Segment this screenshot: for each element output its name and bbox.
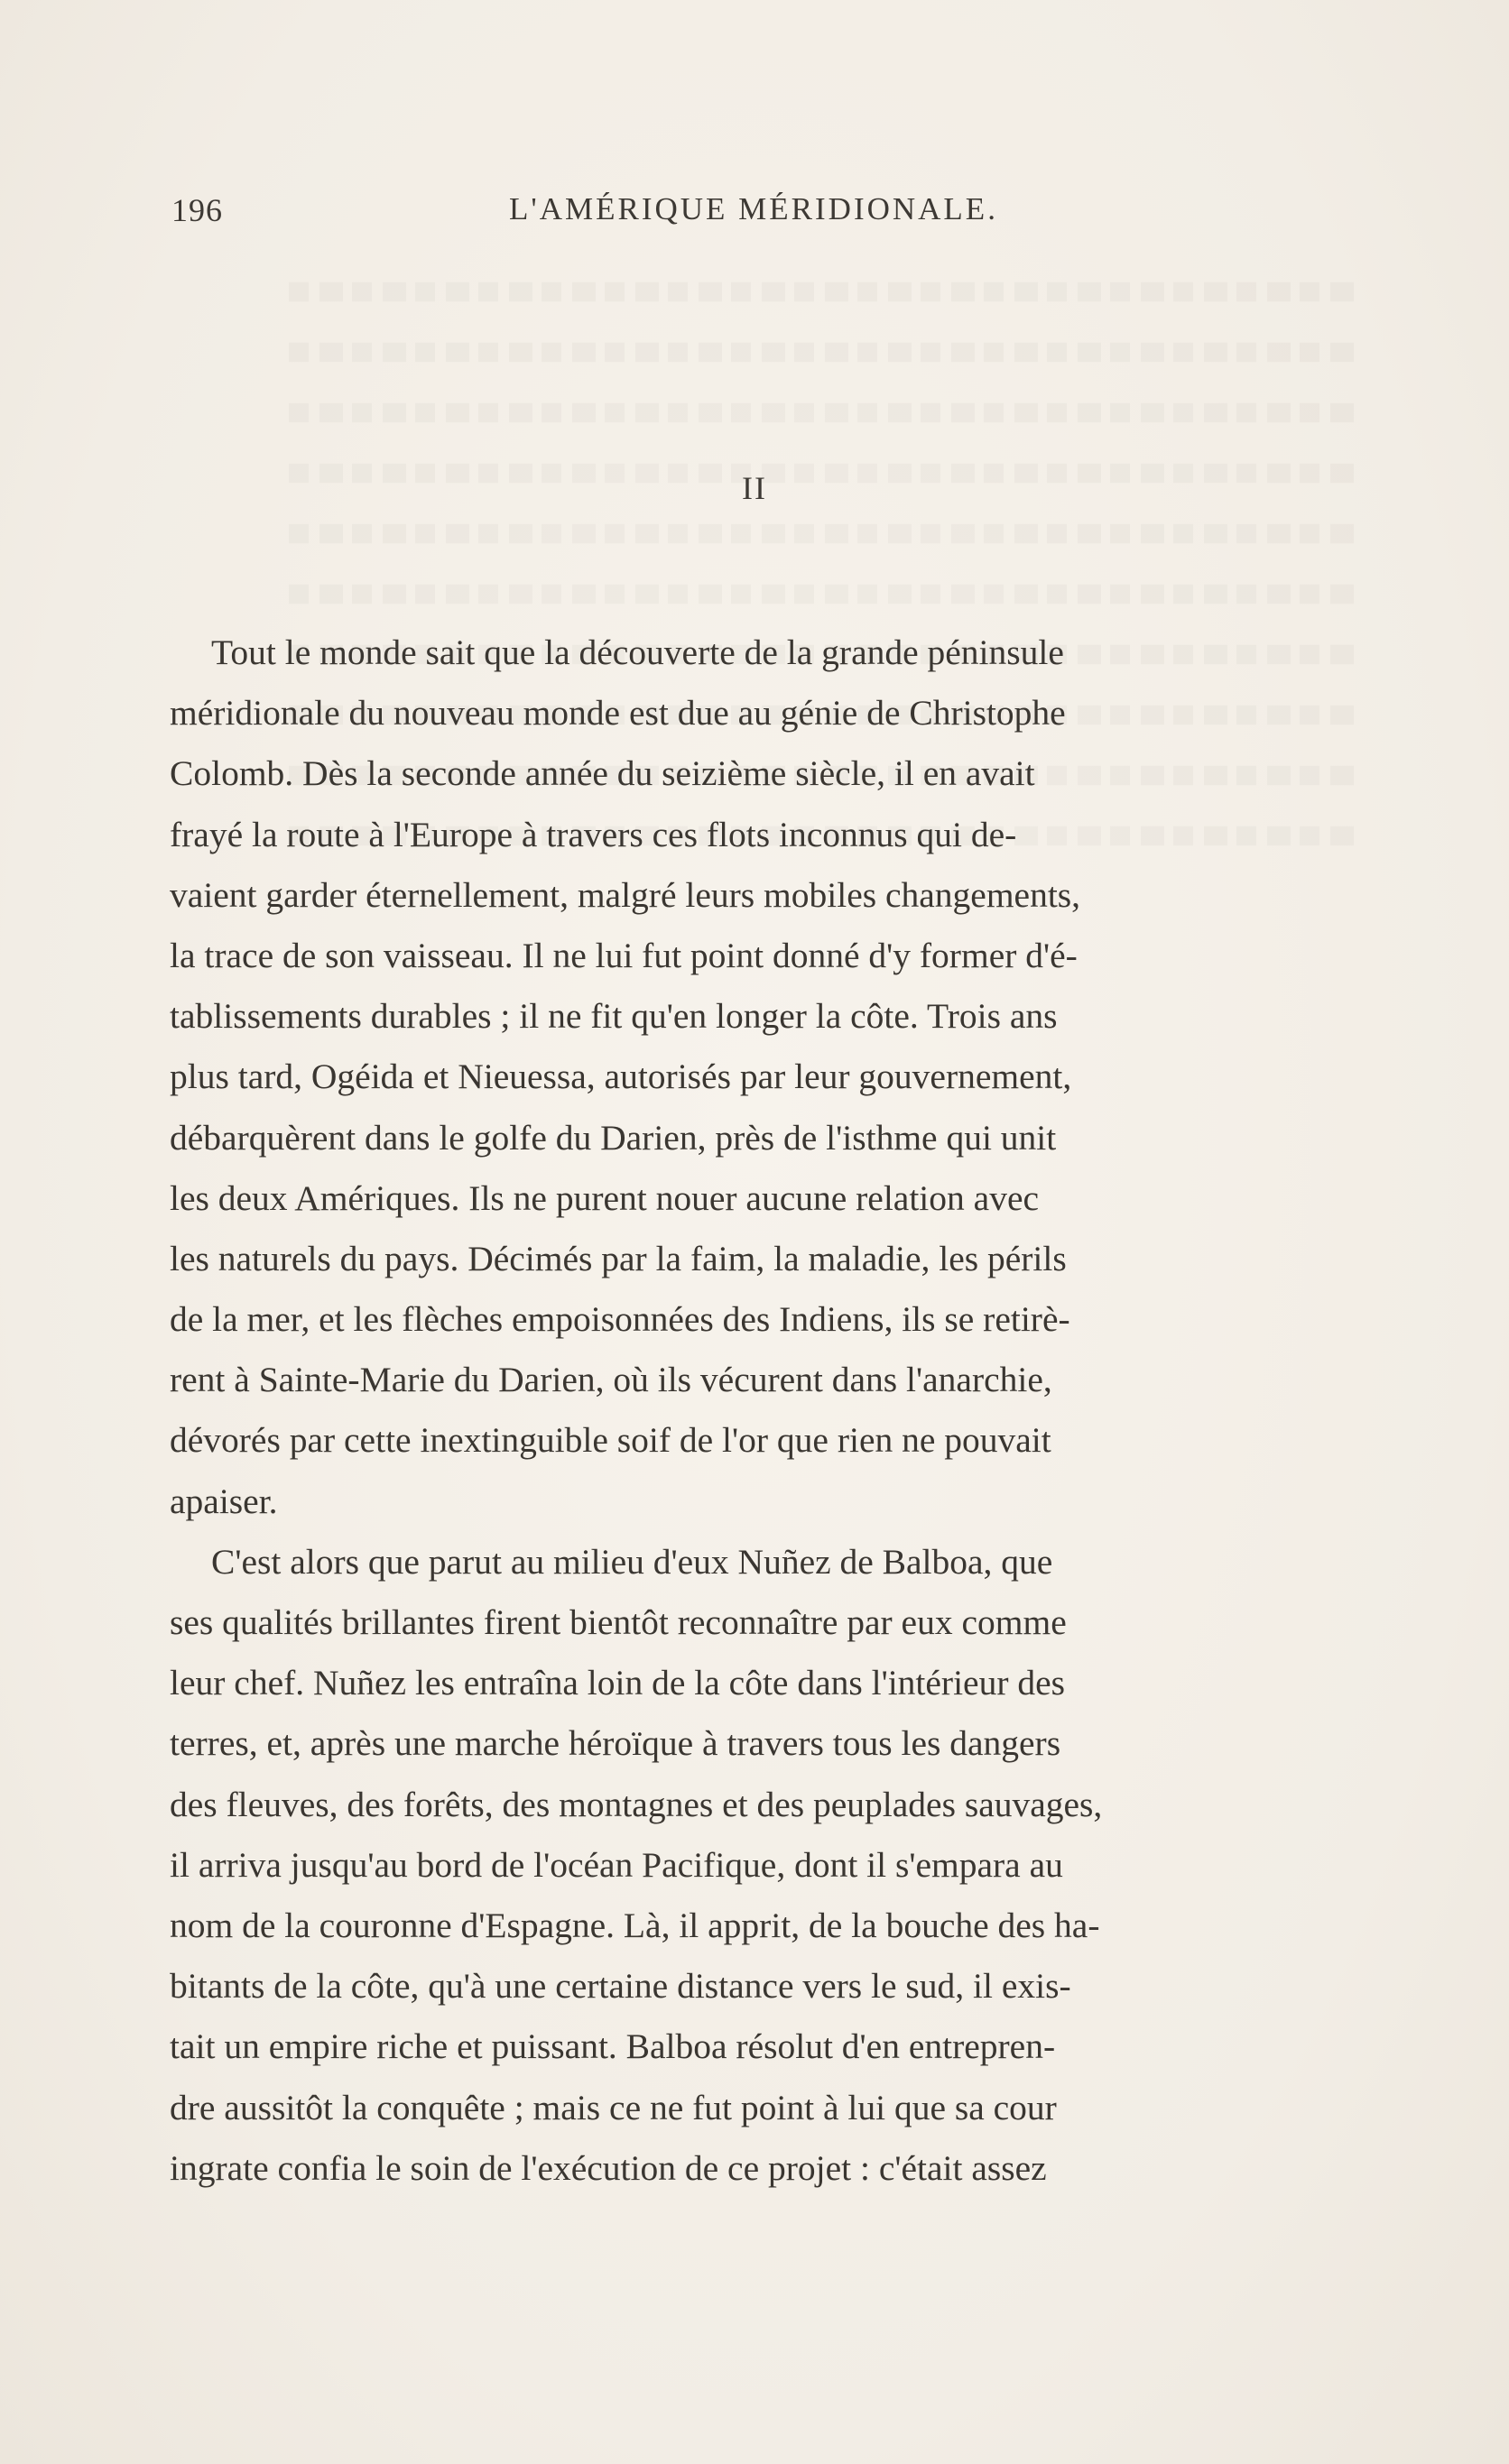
text-line: plus tard, Ogéida et Nieuessa, autorisés par leur gouvernement,	[170, 1057, 1072, 1097]
text-line: la trace de son vaisseau. Il ne lui fut point donné d'y former d'é-	[170, 935, 1078, 975]
text-line: des fleuves, des forêts, des montagnes et des peuplades sauvages,	[170, 1784, 1103, 1824]
page-number: 196	[171, 192, 223, 228]
text-line: les deux Amériques. Ils ne purent nouer aucune relation avec	[170, 1177, 1040, 1218]
text-line: Tout le monde sait que la découverte de la grande péninsule	[211, 632, 1064, 672]
text-line: tablissements durables ; il ne fit qu'en longer la côte. Trois ans	[170, 996, 1058, 1037]
text-line: apaiser.	[170, 1481, 278, 1521]
text-line: méridionale du nouveau monde est due au génie de Christophe	[170, 693, 1066, 734]
text-line: bitants de la côte, qu'à une certaine distance vers le sud, il exis-	[170, 1966, 1071, 2007]
text-line: nom de la couronne d'Espagne. Là, il apprit, de la bouche des ha-	[170, 1905, 1100, 1945]
text-line: tait un empire riche et puissant. Balboa résolut d'en entrepren-	[170, 2026, 1056, 2067]
text-line: ses qualités brillantes firent bientôt reconnaître par eux comme	[170, 1602, 1067, 1642]
text-line: frayé la route à l'Europe à travers ces flots inconnus qui de-	[170, 814, 1017, 854]
text-line: il arriva jusqu'au bord de l'océan Pacifique, dont il s'empara au	[170, 1844, 1063, 1885]
text-line: dre aussitôt la conquête ; mais ce ne fut point à lui que sa cour	[170, 2087, 1057, 2127]
body-text	[170, 623, 1334, 2199]
text-line: débarquèrent dans le golfe du Darien, près de l'isthme qui unit	[170, 1117, 1057, 1158]
text-line: C'est alors que parut au milieu d'eux Nuñez de Balboa, que	[211, 1541, 1053, 1582]
text-line: leur chef. Nuñez les entraîna loin de la côte dans l'intérieur des	[170, 1663, 1066, 1703]
text-line: dévorés par cette inextinguible soif de l'or que rien ne pouvait	[170, 1420, 1051, 1461]
text-line: ingrate confia le soin de l'exécution de ce projet : c'était assez	[170, 2147, 1047, 2188]
text-line: terres, et, après une marche héroïque à travers tous les dangers	[170, 1723, 1061, 1764]
text-line: les naturels du pays. Décimés par la faim, la maladie, les périls	[170, 1238, 1067, 1278]
page-header	[171, 191, 1336, 238]
running-title: L'AMÉRIQUE MÉRIDIONALE.	[509, 191, 998, 226]
paragraph	[170, 623, 1334, 1532]
text-line: Colomb. Dès la seconde année du seizième siècle, il en avait	[170, 753, 1035, 794]
text-line: vaient garder éternellement, malgré leurs mobiles changements,	[170, 874, 1081, 915]
text-line: de la mer, et les flèches empoisonnées des Indiens, ils se retirè-	[170, 1299, 1070, 1340]
section-heading: II	[742, 470, 767, 506]
text-line: rent à Sainte-Marie du Darien, où ils vécurent dans l'anarchie,	[170, 1360, 1052, 1400]
paragraph	[170, 1532, 1334, 2199]
